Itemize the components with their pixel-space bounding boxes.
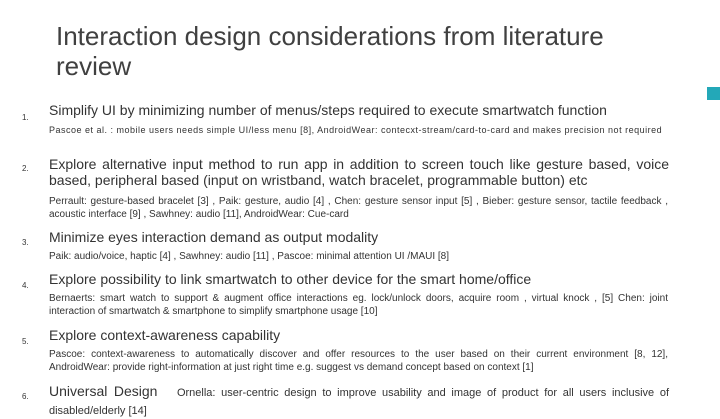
item-6-line bbox=[49, 383, 669, 419]
item-heading: Simplify UI by minimizing number of menus/steps required to execute smartwatch function bbox=[49, 102, 607, 118]
item-number: 6. bbox=[22, 392, 29, 401]
item-heading: Minimize eyes interaction demand as output modality bbox=[49, 229, 379, 245]
item-heading: Universal Design bbox=[49, 383, 158, 399]
item-number: 3. bbox=[22, 238, 29, 247]
item-number: 2. bbox=[22, 164, 29, 173]
item-detail: Pascoe et al. : mobile users needs simple UI/less menu [8], AndroidWear: contecxt-stream/card-to-card and makes precision not required bbox=[49, 125, 663, 135]
item-number: 5. bbox=[22, 337, 29, 346]
item-heading: Explore alternative input method to run app in addition to screen touch like gesture based, voice based, peripheral based (input on wristband, watch bracelet, programmable button) etc bbox=[49, 156, 669, 188]
item-detail: Pascoe: context-awareness to automatically discover and offer resources to the user based on their current environment [8, 12], AndroidWear: provide right-information at just right time e.g. suggest vs demand concept based on context [1] bbox=[49, 349, 668, 373]
slide-title: Interaction design considerations from literature review bbox=[56, 21, 604, 81]
accent-square bbox=[707, 87, 720, 100]
item-detail: Ornella: user-centric design to improve usability and image of product for all users inclusive of disabled/elderly [14] bbox=[49, 387, 669, 417]
item-heading: Explore possibility to link smartwatch to other device for the smart home/office bbox=[49, 271, 532, 287]
item-detail: Bernaerts: smart watch to support & augment office interactions eg. lock/unlock doors, acquire room , virtual knock , [5] Chen: joint interaction of smartwatch & smartphone to simplify smartphone usage [10] bbox=[49, 293, 668, 317]
item-number: 1. bbox=[22, 113, 29, 122]
item-detail: Perrault: gesture-based bracelet [3] , Paik: gesture, audio [4] , Chen: gesture sensor input [5] , Bieber: gesture sensor, tactile feedback , acoustic interface [9] , Sawhney: audio [11], AndroidWear: Cue-card bbox=[49, 196, 668, 220]
item-number: 4. bbox=[22, 281, 29, 290]
item-detail: Paik: audio/voice, haptic [4] , Sawhney: audio [11] , Pascoe: minimal attention UI /MAUI [8] bbox=[49, 251, 450, 262]
item-heading: Explore context-awareness capability bbox=[49, 327, 281, 343]
